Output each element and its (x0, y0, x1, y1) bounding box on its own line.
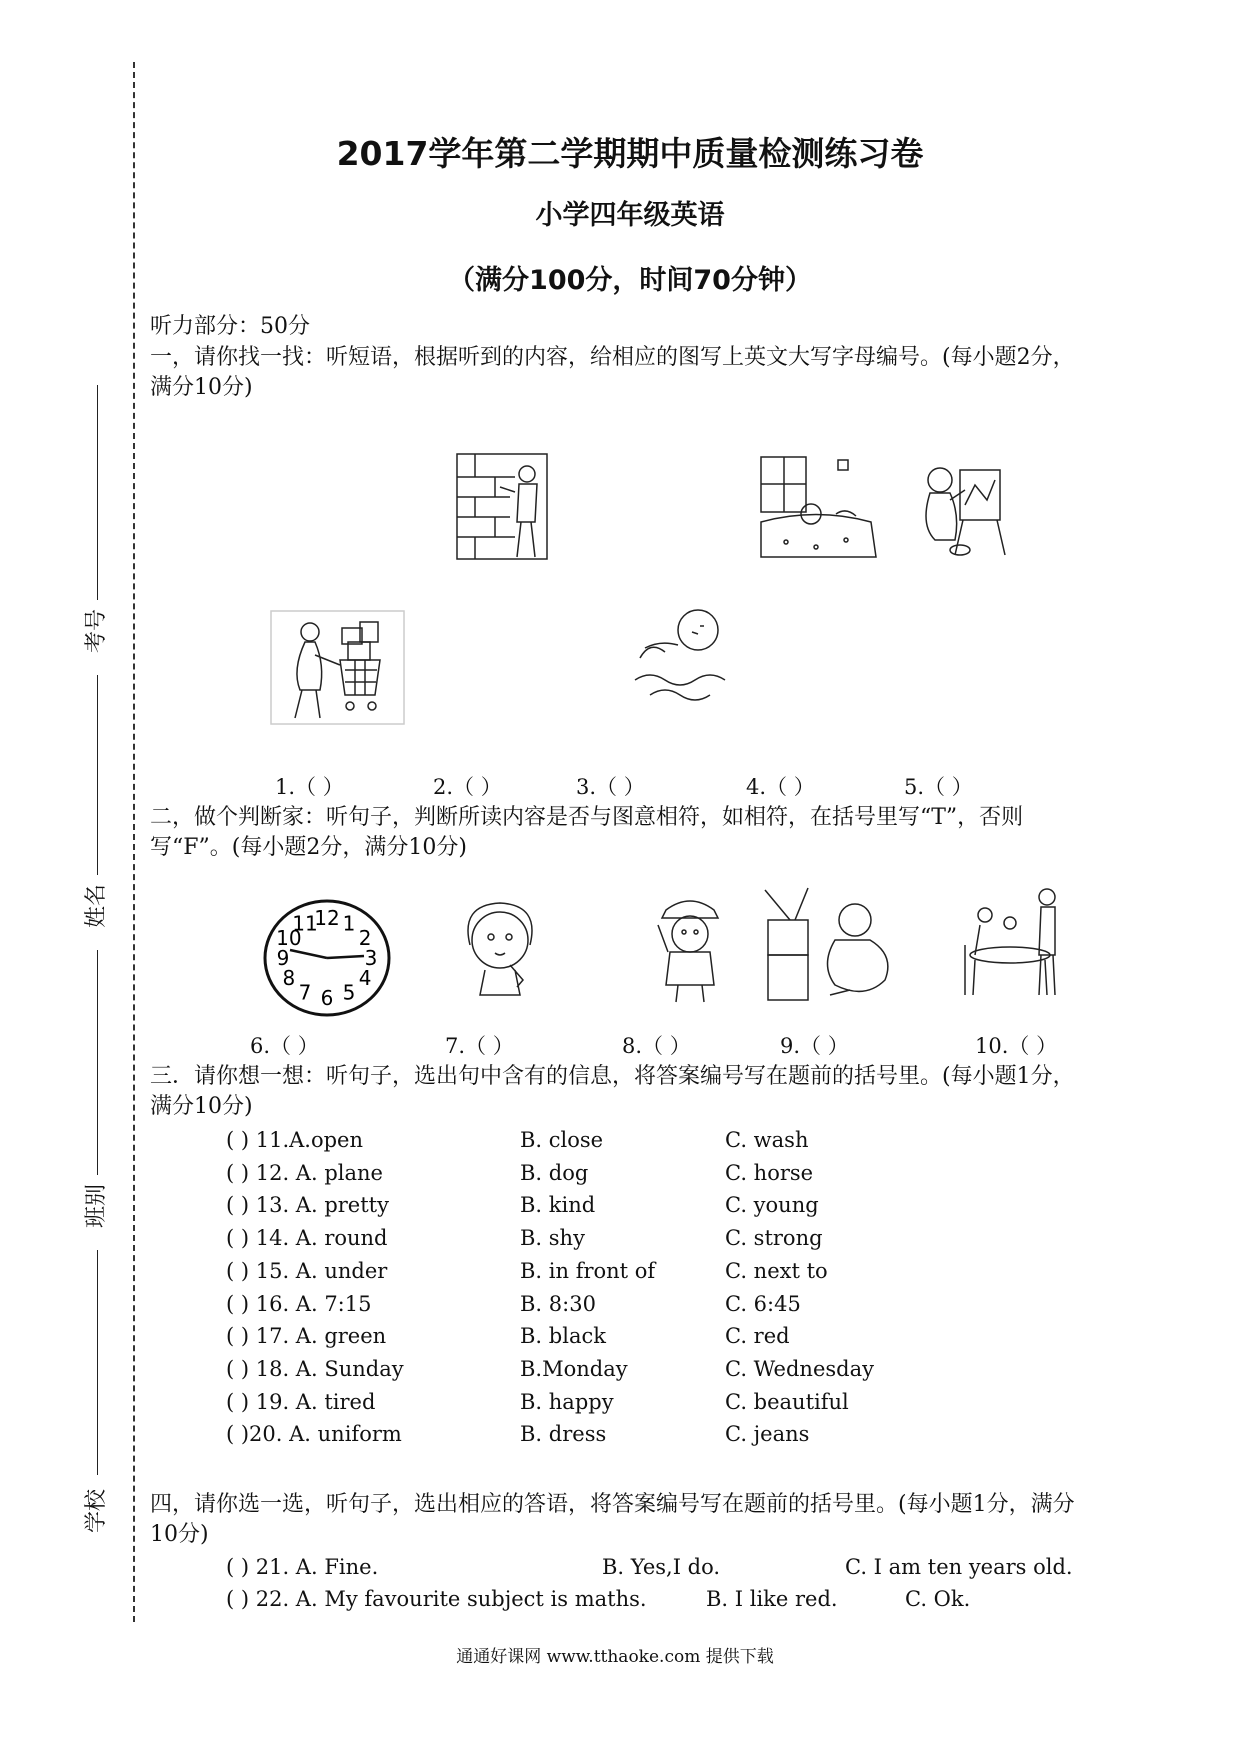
q22-option-b: B. I like red. (706, 1587, 838, 1611)
tv-picture (760, 885, 900, 1005)
q18-option-c: C. Wednesday (725, 1357, 874, 1381)
name-label: 姓名 (84, 883, 109, 928)
q11-option-c: C. wash (725, 1128, 809, 1152)
answer-blank-4[interactable]: 4.（ ） (746, 775, 815, 799)
q14-option-c: C. strong (725, 1226, 823, 1250)
score-time-note: （满分100分，时间70分钟） (448, 265, 812, 296)
clock-number: 3 (364, 946, 378, 970)
clock-number: 5 (342, 980, 356, 1005)
clock-picture (262, 898, 392, 1018)
answer-blank-2[interactable]: 2.（ ） (433, 775, 502, 799)
clock-number: 8 (282, 966, 296, 990)
clock-number: 2 (358, 926, 372, 950)
q16-option-b: B. 8:30 (520, 1292, 596, 1316)
q22-question[interactable]: ( ) 22. A. My favourite subject is maths. (226, 1587, 647, 1611)
q15-option-c: C. next to (725, 1259, 828, 1283)
binding-cut-line (133, 62, 135, 1622)
answer-blank-5[interactable]: 5.（ ） (904, 775, 973, 799)
singing-girl-picture (455, 895, 545, 1005)
class-label: 班别 (84, 1183, 109, 1228)
q13-question[interactable]: ( ) 13. A. pretty (226, 1193, 389, 1217)
school-field (70, 1280, 110, 1550)
q17-question[interactable]: ( ) 17. A. green (226, 1324, 387, 1348)
q20-option-b: B. dress (520, 1422, 607, 1446)
family-dinner-picture (955, 885, 1075, 1005)
answer-blank-10[interactable]: 10.（ ） (975, 1034, 1058, 1058)
clock-number: 10 (276, 926, 302, 950)
q12-option-c: C. horse (725, 1161, 814, 1185)
q14-option-b: B. shy (520, 1226, 585, 1250)
clock-number: 9 (276, 946, 290, 970)
q11-question[interactable]: ( ) 11.A.open (226, 1128, 364, 1152)
q16-option-c: C. 6:45 (725, 1292, 801, 1316)
q19-question[interactable]: ( ) 19. A. tired (226, 1390, 376, 1414)
class-field (70, 990, 110, 1280)
q12-option-b: B. dog (520, 1161, 589, 1185)
q17-option-c: C. red (725, 1324, 790, 1348)
swimming-picture (630, 600, 735, 705)
q11-option-b: B. close (520, 1128, 604, 1152)
sleeping-picture (756, 452, 891, 562)
q18-option-b: B.Monday (520, 1357, 628, 1381)
shopping-picture (270, 610, 405, 725)
school-label: 学校 (84, 1488, 109, 1533)
part3-instruction: 三．请你想一想：听句子，选出句中含有的信息，将答案编号写在题前的括号里。(每小题1分，满分10分) (150, 1064, 1075, 1119)
answer-blank-8[interactable]: 8.（ ） (622, 1034, 691, 1058)
drawing-picture (915, 455, 1015, 560)
q13-option-c: C. young (725, 1193, 819, 1217)
q21-option-b: B. Yes,I do. (602, 1555, 721, 1579)
q17-option-b: B. black (520, 1324, 606, 1348)
soldier-picture (648, 890, 733, 1005)
q15-option-b: B. in front of (520, 1259, 656, 1283)
answer-blank-9[interactable]: 9.（ ） (780, 1034, 849, 1058)
q20-option-c: C. jeans (725, 1422, 810, 1446)
q22-option-c: C. Ok. (905, 1587, 971, 1611)
answer-blank-6[interactable]: 6.（ ） (250, 1034, 319, 1058)
name-field (70, 710, 110, 990)
answer-blank-1[interactable]: 1.（ ） (275, 775, 344, 799)
part4-instruction: 四，请你选一选，听句子，选出相应的答语，将答案编号写在题前的括号里。(每小题1分，满分10分) (150, 1492, 1075, 1547)
clock-number: 12 (314, 906, 340, 930)
clock-number: 11 (292, 911, 318, 936)
q20-question[interactable]: ( )20. A. uniform (226, 1422, 402, 1446)
q13-option-b: B. kind (520, 1193, 596, 1217)
q21-option-c: C. I am ten years old. (845, 1555, 1073, 1579)
answer-blank-7[interactable]: 7.（ ） (445, 1034, 514, 1058)
q12-question[interactable]: ( ) 12. A. plane (226, 1161, 383, 1185)
part1-instruction: 一，请你找一找：听短语，根据听到的内容，给相应的图写上英文大写字母编号。(每小题2分，满分10分) (150, 345, 1075, 400)
builder-picture (455, 452, 550, 562)
q21-question[interactable]: ( ) 21. A. Fine. (226, 1555, 379, 1579)
listening-heading: 听力部分：50分 (150, 314, 310, 339)
q18-question[interactable]: ( ) 18. A. Sunday (226, 1357, 404, 1381)
clock-number: 7 (298, 980, 312, 1005)
clock-number: 1 (342, 911, 356, 936)
clock-number: 6 (320, 986, 334, 1010)
q14-question[interactable]: ( ) 14. A. round (226, 1226, 388, 1250)
clock-number: 4 (358, 966, 372, 990)
page-subtitle: 小学四年级英语 (535, 200, 725, 231)
q19-option-b: B. happy (520, 1390, 614, 1414)
q15-question[interactable]: ( ) 15. A. under (226, 1259, 388, 1283)
part2-instruction: 二，做个判断家：听句子，判断所读内容是否与图意相符，如相符，在括号里写“T”，否则写“F”。(每小题2分，满分10分) (150, 805, 1024, 860)
q16-question[interactable]: ( ) 16. A. 7:15 (226, 1292, 372, 1316)
answer-blank-3[interactable]: 3.（ ） (576, 775, 645, 799)
exam-number-label: 考号 (84, 608, 109, 653)
exam-number-field (70, 385, 110, 710)
page-footer: 通通好课网 www.tthaoke.com 提供下载 (456, 1647, 774, 1667)
q19-option-c: C. beautiful (725, 1390, 849, 1414)
page-title: 2017学年第二学期期中质量检测练习卷 (336, 134, 924, 173)
